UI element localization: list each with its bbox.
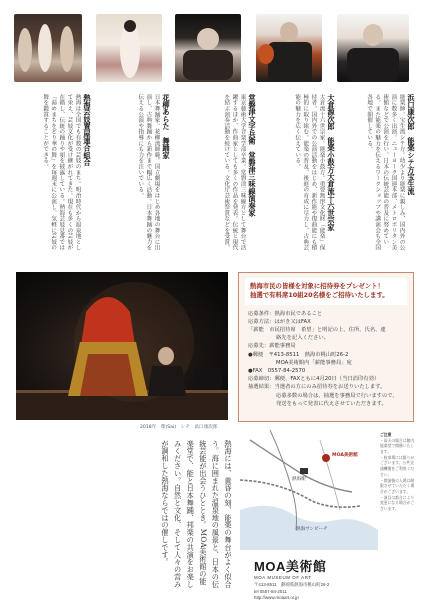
address-line: 〒413-8511 静岡県熱海市桃山町26-2: [254, 582, 330, 587]
profile-title: 常磐津文字兵衛 常磐津三味線演奏家: [248, 94, 257, 217]
profile-title: 浜口康次郎 能楽シテ方宝生流: [407, 94, 416, 195]
logo-subtitle: MOA MUSEUM OF ART: [254, 575, 312, 580]
notes-label: ご注意: [380, 432, 392, 437]
invitation-row: ●FAX 0557-84-2570: [248, 367, 306, 374]
logo-name: MOA美術館: [254, 559, 327, 574]
map-label-beach: 熱海サンビーチ: [296, 527, 328, 532]
notes-item: ・演目は都合により変更になる場合がございます。: [380, 494, 415, 511]
profile-body: 東京藝術大学音楽学部卒業。常磐津三味線方として舞台で活躍するほか、作曲家としても多くの作品を発表。伝統と現代を結ぶ演奏活動を続けている。文化庁芸術祭賞などを受賞。: [223, 94, 246, 251]
profile-tokiwazu: [175, 94, 257, 254]
photo-shamisen-player: [175, 14, 241, 82]
notes-panel: [380, 432, 416, 512]
invitation-box: [238, 272, 414, 422]
notes-item: ・雨天の場合は館内能楽堂で開催いたします。: [380, 437, 415, 455]
photo-noh-stage-performance: [16, 272, 228, 420]
invitation-headline-line: 熱海市民の皆様を対象に招待券をプレゼント！: [250, 282, 384, 290]
profile-body: 日本舞踊家。花柳流師範。国立劇場をはじめ各地の舞台に出演し、古典舞踊から新作まで幅広く活動。日本舞踊の魅力を伝える公演や指導にも力を注いでいる。: [137, 94, 160, 251]
invitation-row: ●郵便 〒413-8511 熱海市桃山町26-2: [248, 351, 349, 358]
invitation-row: 応募締切：郵便、FAXともに4月20日（当日消印有効）: [248, 376, 380, 383]
invitation-row: 抽選結果：当選者の方にのみ招待券をお送りいたします。: [248, 384, 386, 391]
map-graphic: [240, 430, 378, 550]
notes-item: ・駐車場には限りがございます。公共交通機関をご利用ください。: [380, 454, 415, 477]
invitation-details: [239, 310, 413, 408]
intro-text: 熱海には、黄昏の刻、能楽の舞台がよく似合う。海に囲まれた温泉地の風景と、日本の伝統芸能が出会うひととき。MOA美術館の能楽堂で、能と日本舞踊、邦楽の共演をお楽しみください。自然と文化、そして人々の営みが調和した熱海ならではの催しです。: [161, 440, 233, 588]
photo-caption: 2018年 柴(Sai) シテ 浜口康次郎: [140, 425, 218, 430]
moa-logo: [254, 556, 384, 600]
invitation-row: 応募多数の場合は、抽選を事務局で行いますので、: [276, 392, 398, 399]
notes-item: ・開演後の入場は制限させていただく場合がございます。: [380, 477, 415, 494]
access-map: [240, 430, 378, 550]
invitation-row: 応募先：薪能事務局: [248, 343, 296, 350]
profile-hamaguchi: [340, 94, 416, 254]
profile-body: 能楽師。宝生流シテ方。幼少より能楽に親しみ、国内外の公演に数多く出演。ニューヨーク国連本部、メトロポリタン美術館などで公演を行い、日本の伝統芸能の普及に努めている。また能楽の魅力を伝えるワークショップや講演会も全国各地で開催している。: [366, 94, 405, 251]
invitation-row: 発送をもって発表に代えさせていただきます。: [276, 400, 387, 407]
invitation-headline-line: 抽選で有料席10組20名様をご招待いたします。: [250, 291, 389, 300]
website-link[interactable]: http://www.moaart.or.jp: [254, 595, 299, 600]
invitation-row: 応募条件：熱海市民であること: [248, 310, 323, 317]
profile-title: 花柳あらた 舞踊家: [162, 94, 171, 159]
profile-geisha-union: [14, 94, 92, 254]
photo-kotsuzumi-player: [256, 14, 322, 82]
photo-geisha-dancers: [14, 14, 82, 82]
invitation-row: 応募方法：はがき又はFAX: [248, 318, 311, 325]
invitation-row: MOA美術館内「薪能事務局」宛: [276, 359, 352, 366]
photo-dancer-white-kimono: [96, 14, 162, 82]
profile-title: 大倉源次郎 能楽小鼓方大倉流十六世宗家: [327, 94, 336, 231]
invitation-row: 絡先を記入ください。: [276, 335, 329, 342]
profile-title: 熱海芸妓置屋連合組合: [83, 94, 92, 166]
invitation-headline: [245, 278, 407, 305]
telephone: tel 0557-84-2511: [254, 588, 287, 594]
map-label-museum: MOA美術館: [332, 453, 358, 458]
invitation-row: 「薪能 市民招待席 希望」と明記の上、住所、氏名、連: [248, 326, 386, 333]
profile-body: 大倉流十六世宗家。能楽小鼓方。重要無形文化財「能楽」保持者。国内外での公演活動をはじめ、新作能や復曲能にも積極的に取り組む。能楽の普及、後進の育成に尽力し、古典芸能の魅力を広く伝えている。: [294, 94, 325, 251]
logo-address: [254, 582, 384, 600]
profile-hanayagi: [95, 94, 171, 254]
profile-okura: [262, 94, 336, 254]
profile-body: 熱海は全国でも有数の芸妓のまち。明治時代から温泉地として栄え、芸妓文化が受け継がれてきた。現在も多くの芸妓が在籍し、伝統の踊りや唄を披露している。熱海芸妓見番では「湯めまちをどり華の舞」を毎週末に公演し、気軽に芸妓の舞を鑑賞することができる。: [42, 94, 81, 251]
photo-noh-performer: [337, 14, 409, 82]
stage-illustration: [16, 272, 228, 420]
map-label-station: 熱海駅: [292, 477, 306, 482]
